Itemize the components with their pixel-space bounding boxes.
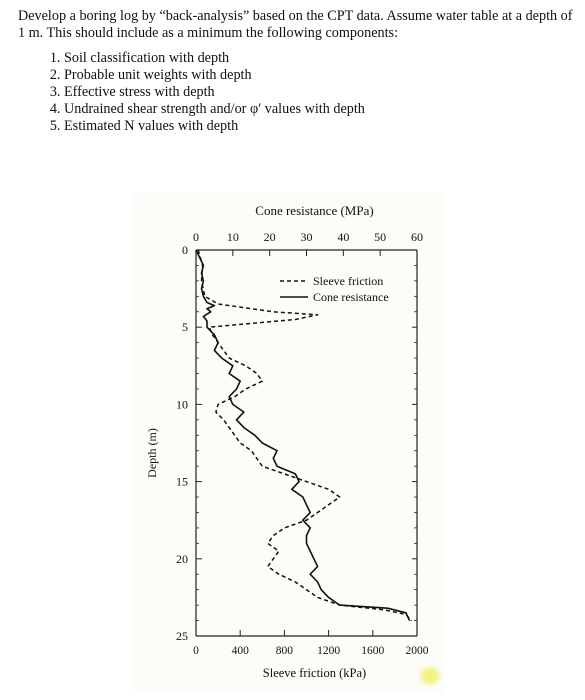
sleeve-friction-line bbox=[198, 250, 411, 621]
top-tick-label: 10 bbox=[226, 230, 239, 244]
top-tick-label: 30 bbox=[300, 230, 313, 244]
depth-tick-label: 25 bbox=[176, 629, 188, 643]
depth-tick-label: 15 bbox=[176, 474, 188, 489]
depth-tick-label: 5 bbox=[182, 320, 188, 335]
top-tick-label: 20 bbox=[263, 230, 276, 244]
depth-tick-label: 0 bbox=[182, 243, 188, 257]
bottom-tick-label: 800 bbox=[275, 645, 294, 657]
highlighter-mark bbox=[418, 665, 442, 687]
bottom-tick-label: 400 bbox=[231, 645, 249, 657]
list-item: 3. Effective stress with depth bbox=[64, 84, 573, 101]
cpt-chart bbox=[134, 193, 444, 693]
cpt-figure bbox=[134, 193, 444, 693]
problem-statement bbox=[18, 8, 573, 135]
depth-axis-title: Depth (m) bbox=[145, 428, 159, 478]
legend-label-sleeve: Sleeve friction bbox=[313, 274, 384, 288]
bottom-axis-title: Sleeve friction (kPa) bbox=[262, 666, 367, 680]
list-item: 4. Undrained shear strength and/or φ′ values with depth bbox=[64, 101, 573, 118]
top-tick-label: 40 bbox=[337, 230, 350, 244]
bottom-tick-label: 0 bbox=[193, 645, 199, 657]
top-tick-label: 60 bbox=[411, 230, 423, 244]
top-tick-label: 50 bbox=[374, 230, 387, 244]
requirements-list bbox=[18, 50, 573, 135]
bottom-tick-label: 1200 bbox=[317, 645, 341, 657]
bottom-tick-label: 1600 bbox=[361, 645, 385, 657]
bottom-tick-label: 2000 bbox=[405, 645, 429, 657]
top-axis-title: Cone resistance (MPa) bbox=[255, 203, 374, 218]
list-item: 5. Estimated N values with depth bbox=[64, 118, 573, 135]
depth-tick-label: 20 bbox=[176, 551, 188, 566]
list-item: 1. Soil classification with depth bbox=[64, 50, 573, 67]
legend-label-cone: Cone resistance bbox=[313, 290, 389, 304]
top-tick-label: 0 bbox=[193, 230, 199, 244]
depth-tick-label: 10 bbox=[176, 397, 188, 412]
problem-intro: Develop a boring log by “back-analysis” based on the CPT data. Assume water table at a depth of 1 m. This should include as a minimum the following components: bbox=[18, 8, 573, 41]
list-item: 2. Probable unit weights with depth bbox=[64, 67, 573, 84]
